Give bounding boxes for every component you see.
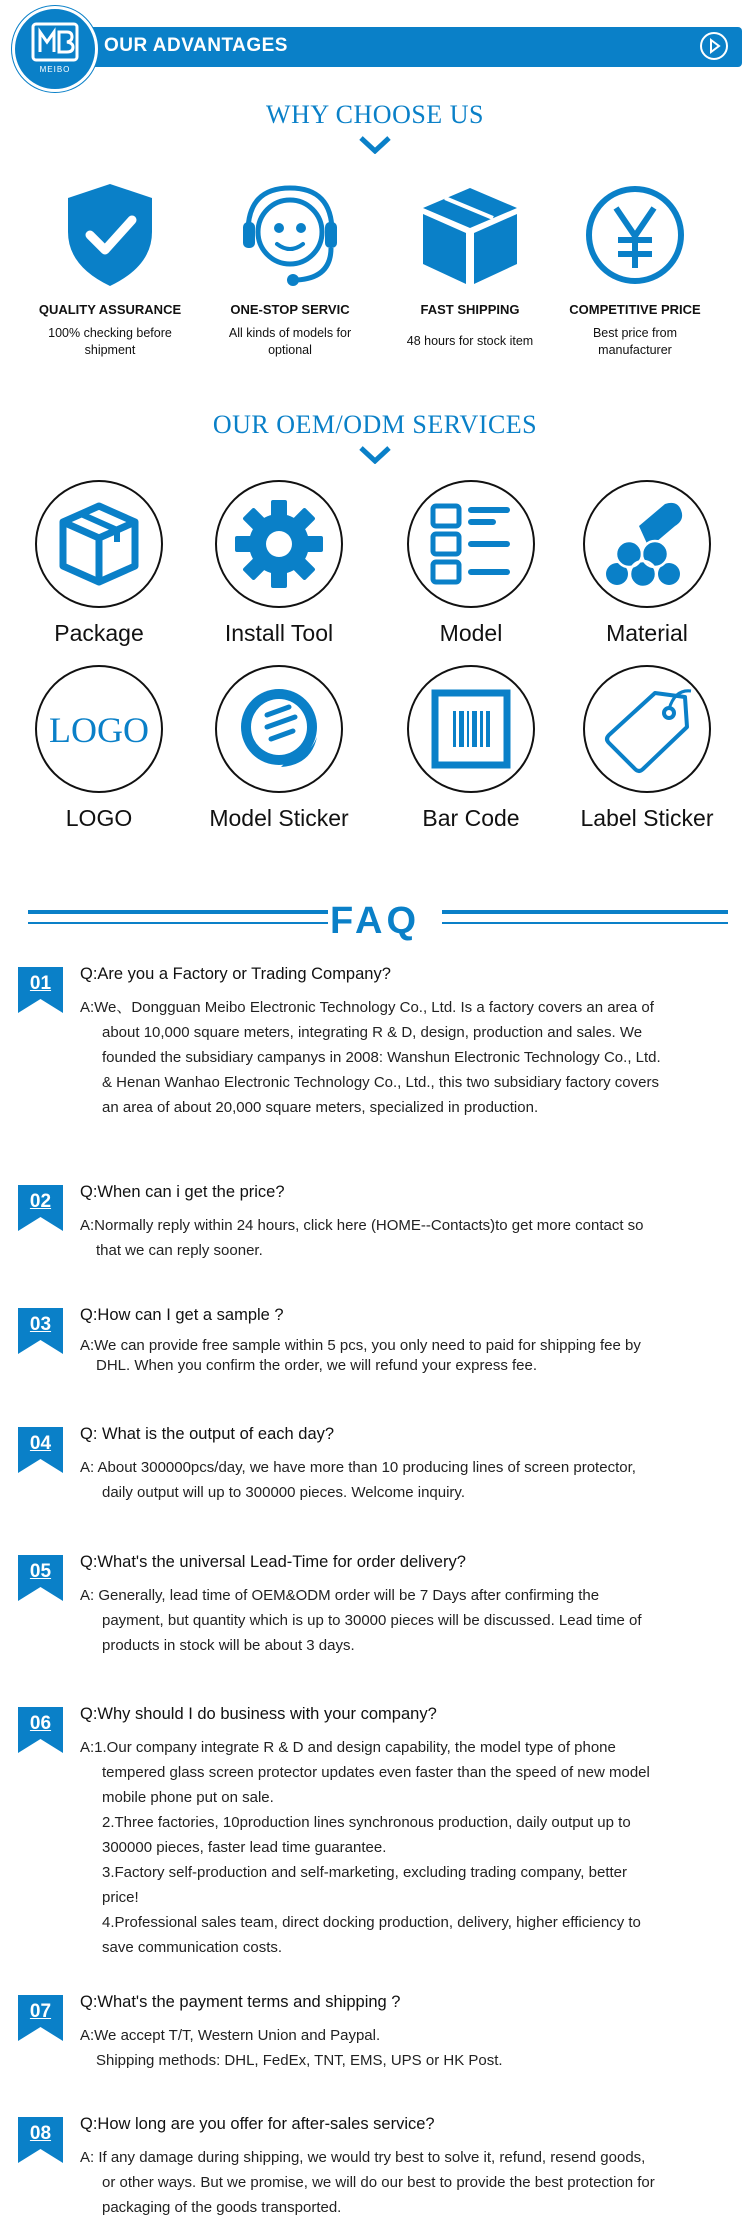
play-button[interactable]: [700, 32, 728, 60]
faq-question: Q:What's the universal Lead-Time for order delivery?: [80, 1553, 466, 1571]
faq-number-badge: [18, 1427, 63, 1473]
why-item-quality: [20, 180, 200, 357]
why-label: QUALITY ASSURANCE: [38, 302, 182, 317]
faq-number: 06: [29, 1713, 52, 1734]
service-label: Model Sticker: [209, 805, 349, 831]
why-desc: 100% checking before shipment: [48, 326, 172, 357]
service-circle: [407, 480, 535, 608]
brand-logo: [12, 6, 98, 92]
service-circle: [35, 480, 163, 608]
answer-line: Shipping methods: DHL, FedEx, TNT, EMS, UPS or HK Post.: [96, 2052, 503, 2069]
barcode-icon: [423, 681, 519, 777]
answer-line: 2.Three factories, 10production lines synchronous production, daily output up to: [102, 1814, 631, 1831]
logo-text: MEIBO: [39, 65, 71, 74]
why-desc: Best price from manufacturer: [592, 326, 678, 357]
why-label: ONE-STOP SERVIC: [230, 302, 350, 317]
play-icon: [702, 34, 726, 58]
why-desc: All kinds of models for optional: [228, 326, 352, 357]
why-label: FAST SHIPPING: [420, 302, 520, 317]
answer-line: mobile phone put on sale.: [102, 1789, 274, 1806]
faq-answer: [80, 1213, 730, 1263]
answer-line: payment, but quantity which is up to 30000 pieces will be discussed. Lead time of: [102, 1612, 642, 1629]
service-circle: [215, 665, 343, 793]
faq-question: Q:How can I get a sample ?: [80, 1306, 284, 1324]
tag-icon: [599, 681, 695, 777]
answer-line: A:We、Dongguan Meibo Electronic Technology Co., Ltd. Is a factory covers an area of: [80, 999, 654, 1016]
faq-answer: [80, 1583, 730, 1658]
chevron-down-icon: [359, 136, 391, 154]
material-rolls-icon: [599, 496, 695, 592]
chevron-down-icon: [359, 446, 391, 464]
faq-number: 04: [29, 1433, 52, 1454]
faq-answer: [80, 1336, 730, 1376]
service-circle: [583, 480, 711, 608]
answer-line: an area of about 20,000 square meters, specialized in production.: [102, 1099, 539, 1116]
logo-word: LOGO: [49, 710, 149, 750]
yen-coin-icon: [580, 180, 690, 290]
services-title: OUR OEM/ODM SERVICES: [212, 410, 538, 439]
answer-line: A: Generally, lead time of OEM&ODM order will be 7 Days after confirming the: [80, 1587, 600, 1604]
faq-question: Q:What's the payment terms and shipping ?: [80, 1993, 401, 2011]
why-item-one-stop: [200, 180, 380, 357]
answer-line: price!: [102, 1889, 139, 1906]
answer-line: A:Normally reply within 24 hours, click here (HOME--Contacts)to get more contact so: [80, 1217, 644, 1234]
faq-number-badge: [18, 967, 63, 1013]
answer-line: tempered glass screen protector updates even faster than the speed of new model: [102, 1764, 650, 1781]
faq-number-badge: [18, 1555, 63, 1601]
answer-line: daily output will up to 300000 pieces. Welcome inquiry.: [102, 1484, 465, 1501]
why-item-price: [545, 180, 725, 357]
faq-answer: [80, 2023, 730, 2073]
service-circle: [583, 665, 711, 793]
faq-number: 08: [29, 2123, 52, 2144]
faq-question: Q:How long are you offer for after-sales service?: [80, 2115, 435, 2133]
answer-line: DHL. When you confirm the order, we will refund your express fee.: [96, 1357, 538, 1374]
faq-number-badge: [18, 1185, 63, 1231]
service-label: Package: [54, 620, 144, 646]
faq-number-badge: [18, 1707, 63, 1753]
faq-answer: [80, 1735, 730, 1960]
service-label: Install Tool: [224, 620, 334, 646]
faq-number-badge: [18, 1995, 63, 2041]
header-banner: [0, 0, 750, 88]
answer-line: founded the subsidiary campanys in 2008: Wanshun Electronic Technology Co., Ltd.: [102, 1049, 661, 1066]
faq-question: Q:Are you a Factory or Trading Company?: [80, 965, 391, 983]
answer-line: & Henan Wanhao Electronic Technology Co., Ltd., this two subsidiary factory covers: [102, 1074, 659, 1091]
answer-line: A:We can provide free sample within 5 pcs, you only need to paid for shipping fee by: [80, 1337, 641, 1354]
answer-line: 300000 pieces, faster lead time guarantee.: [102, 1839, 387, 1856]
faq-number: 01: [29, 973, 52, 994]
faq-number: 03: [29, 1314, 52, 1335]
logo-mark-icon: [31, 22, 79, 62]
service-circle: [35, 665, 163, 793]
shield-check-icon: [60, 180, 160, 290]
answer-line: 4.Professional sales team, direct docking production, delivery, higher efficiency to: [102, 1914, 641, 1931]
package-icon: [51, 496, 147, 592]
faq-title: FAQ: [329, 900, 421, 942]
answer-line: that we can reply sooner.: [96, 1242, 263, 1259]
page-title: OUR ADVANTAGES: [104, 35, 288, 56]
headset-support-icon: [235, 180, 345, 290]
faq-number-badge: [18, 1308, 63, 1354]
service-label: Label Sticker: [580, 805, 714, 831]
faq-answer: [80, 1455, 730, 1505]
faq-answer: [80, 995, 730, 1120]
answer-line: save communication costs.: [102, 1939, 283, 1956]
service-label: LOGO: [65, 805, 133, 831]
answer-line: packaging of the goods transported.: [102, 2199, 342, 2216]
faq-question: Q:Why should I do business with your company?: [80, 1705, 437, 1723]
answer-line: 3.Factory self-production and self-marketing, excluding trading company, better: [102, 1864, 627, 1881]
why-desc: 48 hours for stock item: [406, 334, 534, 348]
answer-line: about 10,000 square meters, integrating R & D, design, production and sales. We: [102, 1024, 643, 1041]
faq-question: Q:When can i get the price?: [80, 1183, 285, 1201]
faq-number: 02: [29, 1191, 52, 1212]
answer-line: A: About 300000pcs/day, we have more than 10 producing lines of screen protector,: [80, 1459, 636, 1476]
answer-line: A:We accept T/T, Western Union and Paypal.: [80, 2027, 381, 2044]
service-label: Model: [439, 620, 503, 646]
answer-line: products in stock will be about 3 days.: [102, 1637, 355, 1654]
why-choose-us-title: WHY CHOOSE US: [266, 100, 484, 129]
service-label: Material: [606, 620, 688, 646]
faq-question: Q: What is the output of each day?: [80, 1425, 335, 1443]
service-circle: [407, 665, 535, 793]
service-circle: [215, 480, 343, 608]
answer-line: A:1.Our company integrate R & D and design capability, the model type of phone: [80, 1739, 616, 1756]
why-item-shipping: [380, 180, 560, 348]
gear-icon: [231, 496, 327, 592]
faq-answer: [80, 2145, 730, 2220]
faq-number: 07: [29, 2001, 52, 2022]
service-label: Bar Code: [422, 805, 520, 831]
answer-line: A: If any damage during shipping, we would try best to solve it, refund, resend goods,: [80, 2149, 646, 2166]
list-icon: [423, 496, 519, 592]
box-icon: [415, 180, 525, 290]
sticker-icon: [231, 681, 327, 777]
faq-number: 05: [29, 1561, 52, 1582]
why-label: COMPETITIVE PRICE: [569, 302, 701, 317]
faq-number-badge: [18, 2117, 63, 2163]
answer-line: or other ways. But we promise, we will do our best to provide the best protection for: [102, 2174, 655, 2191]
